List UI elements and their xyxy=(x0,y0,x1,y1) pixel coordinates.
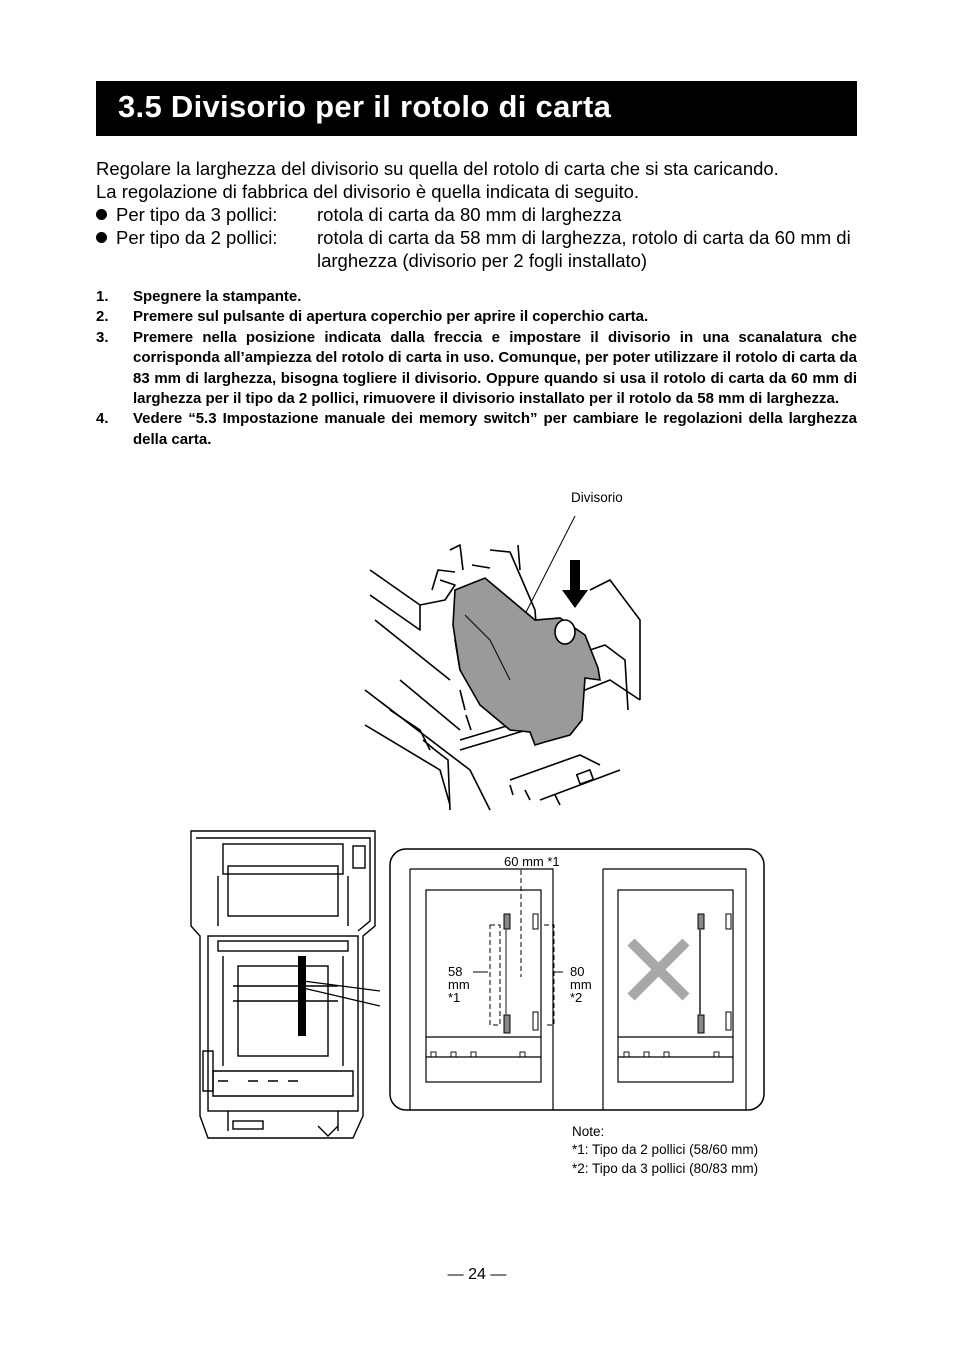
step-item xyxy=(96,287,857,307)
divider-label: Divisorio xyxy=(571,490,623,505)
label-60mm-note: *1 xyxy=(547,854,560,869)
step-number: 2. xyxy=(96,308,109,326)
section-title: 3.5 Divisorio per il rotolo di carta xyxy=(118,89,612,124)
bullet-item xyxy=(96,226,860,272)
note-1: *1: Tipo da 2 pollici (58/60 mm) xyxy=(572,1142,759,1157)
step-number: 1. xyxy=(96,288,109,305)
printer-top-view-illustration xyxy=(188,826,380,1146)
step-number: 3. xyxy=(96,328,109,346)
label-58mm xyxy=(448,965,470,1004)
bullet-item xyxy=(96,203,860,226)
steps-list xyxy=(96,287,857,450)
step-text: Premere nella posizione indicata dalla freccia e impostare il divisorio in una scanalatura che corrisponda all’ampiezza del rotolo di carta in uso. Comunque, per poter utilizzare il rotolo di carta da 83 mm di larghezza, bisogna togliere il divisorio. Oppure quando si usa il rotolo di carta da 60 mm di larghezza per il tipo da 2 pollici, rimuovere il divisorio installato per il rotolo da 58 mm di larghezza. xyxy=(133,328,857,408)
step-text: Vedere “5.3 Impostazione manuale dei memory switch” per cambiare le regolazioni della larghezza della carta. xyxy=(133,410,857,448)
step-text: Spegnere la stampante. xyxy=(133,288,302,305)
bullet-dot-icon xyxy=(96,232,107,243)
section-title-bar xyxy=(96,81,857,136)
step-number: 4. xyxy=(96,410,109,428)
page-number: — 24 — xyxy=(447,1266,507,1283)
bullet-label: Per tipo da 3 pollici: xyxy=(116,204,278,225)
label-60mm-value: 60 mm xyxy=(504,854,544,869)
divider-perspective-illustration xyxy=(360,510,650,825)
intro-line-1: Regolare la larghezza del divisorio su quella del rotolo di carta che si sta caricando. xyxy=(96,158,779,179)
step-item xyxy=(96,307,857,327)
bullet-value: rotola di carta da 80 mm di larghezza xyxy=(317,204,622,225)
intro-line-2: La regolazione di fabbrica del divisorio è quella indicata di seguito. xyxy=(96,181,640,202)
step-item xyxy=(96,328,857,410)
label-80mm-unit: mm xyxy=(570,977,592,992)
bullet-value: rotola di carta da 58 mm di larghezza, rotolo di carta da 60 mm di larghezza (divisorio per 2 fogli installato) xyxy=(317,227,851,271)
step-text: Premere sul pulsante di apertura coperchio per aprire il coperchio carta. xyxy=(133,308,649,326)
note-2: *2: Tipo da 3 pollici (80/83 mm) xyxy=(572,1161,759,1176)
label-58mm-note: *1 xyxy=(448,990,461,1005)
label-80mm-note: *2 xyxy=(570,990,583,1005)
notes-title: Note: xyxy=(572,1124,605,1139)
step-item xyxy=(96,409,857,450)
label-80mm-value: 80 xyxy=(570,964,585,979)
bullet-label: Per tipo da 2 pollici: xyxy=(116,227,278,248)
label-58mm-unit: mm xyxy=(448,977,470,992)
label-60mm xyxy=(504,854,560,869)
bullet-dot-icon xyxy=(96,209,107,220)
intro-text xyxy=(96,157,860,272)
label-80mm xyxy=(570,965,592,1004)
label-58mm-value: 58 xyxy=(448,964,463,979)
